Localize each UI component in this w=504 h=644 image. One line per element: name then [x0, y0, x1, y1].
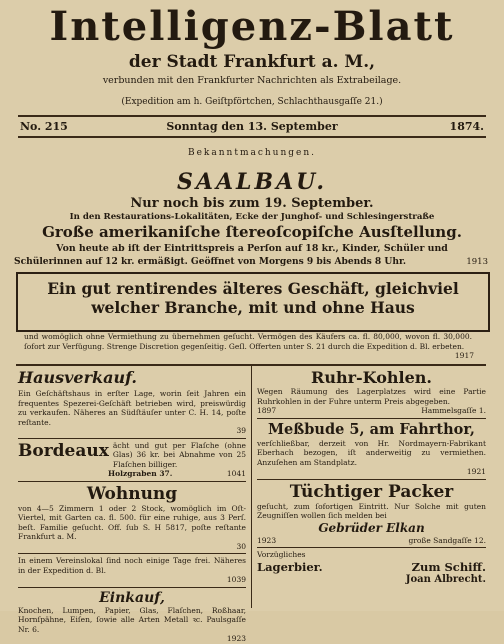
einkauf-number: 1923	[226, 634, 246, 643]
einkauf-body: Knochen, Lumpen, Papier, Glas, Flaſchen, Roßhaar, Hornſpähne, Eiſen, ſowie alle Arten Metall ꝛc. Paulsgaſſe Nr. 6.	[18, 605, 246, 634]
packer-address: große Sandgaſſe 12.	[408, 535, 486, 545]
hausverkauf-body: Ein Geſchäftshaus in erſter Lage, worin ſeit Jahren ein frequentes Spezerei-Geſchäft betrieben wird, preiswürdig zu verkaufen. Näheres an Südſtäuſer unter C. H. 14, poſte reſtante.	[18, 389, 246, 427]
messbude-number: 1921	[466, 467, 486, 476]
ruhr-title: Ruhr-Kohlen.	[311, 368, 432, 387]
wohnung-number: 30	[236, 541, 246, 551]
business-ad-headline: Ein gut rentirendes älteres Geschäft, gleichviel welcher Branche, mit und ohne Haus	[47, 279, 459, 317]
lagerbier-owner: Joan Albrecht.	[405, 573, 486, 585]
issue-date: Sonntag den 13. September	[166, 120, 338, 133]
issue-number: No. 215	[20, 120, 68, 133]
masthead-rule-bottom	[18, 136, 486, 138]
verein-number: 1039	[226, 575, 246, 584]
saalbau-number: 1913	[466, 257, 488, 267]
right-column	[257, 368, 486, 586]
lagerbier-place: Zum Schiff.	[411, 559, 486, 574]
verein-body: In einem Vereinslokal ſind noch einige Tage frei. Näheres in der Expedition d. Bl.	[18, 556, 246, 575]
ruhr-address: Hammelsgaſſe 1.	[421, 406, 486, 415]
bordeaux-body: ächt und gut per Flaſche (ohne Glas) 36 kr. bei Abnahme von 25 Flaſchen billiger.	[112, 440, 246, 469]
business-ad-body: und womöglich ohne Vermiethung zu übernehmen geſucht. Vermögen des Käufers ca. fl. 80,000, wovon fl. 30,000. ſofort zur Verfügung. Strenge Discretion gegenſeitig. Geſl. Offerten unter S. 21 durch die Expedition d. Bl. erbeten.	[24, 332, 472, 351]
wohnung-body: von 4—5 Zimmern 1 oder 2 Stock, womöglich im Oſt-Viertel, mit Garten ca. fl. 500. für eine ruhige, aus 3 Perſ. beſt. Familie geſucht. Off. ſub S. H 5817, poſte reſtante Frankfurt a. M.	[18, 503, 246, 541]
ruhr-number: 1897	[257, 406, 277, 415]
einkauf-title: Einkauf,	[99, 589, 165, 606]
masthead-title: Intelligenz-Blatt	[49, 3, 455, 50]
hausverkauf-number: 39	[236, 426, 246, 435]
bordeaux-title: Bordeaux	[18, 440, 109, 461]
packer-name: Gebrüder Elkan	[318, 520, 425, 535]
saalbau-line1: Nur noch bis zum 19. September.	[130, 196, 374, 211]
masthead-expedition: (Expedition am h. Geiſtpförtchen, Schlachthausgaſſe 21.)	[121, 97, 383, 107]
left-column	[18, 368, 246, 644]
section-heading: Bekanntmachungen.	[187, 148, 317, 158]
wohnung-title: Wohnung	[86, 483, 178, 504]
saalbau-line4: Von heute ab iſt der Eintrittspreis a Perſon auf 18 kr., Kinder, Schüler und	[56, 243, 448, 254]
hausverkauf-title: Hausverkauf.	[18, 368, 137, 387]
messbude-title: Meßbude 5, am Fahrthor,	[268, 420, 475, 438]
column-divider	[251, 366, 252, 608]
packer-body: geſucht, zum ſofortigen Eintritt. Nur Solche mit guten Zeugniſſen wollen ſich melden bei	[257, 501, 486, 520]
lagerbier-title: Lagerbier.	[257, 559, 323, 574]
business-ad-number: 1917	[454, 351, 474, 360]
masthead-city: der Stadt Frankfurt a. M.,	[128, 52, 376, 72]
business-ad-box	[16, 272, 490, 332]
lagerbier-pre: Vorzügliches	[257, 550, 306, 559]
messbude-body: verſchließbar, derzeit von Hr. Nordmayern-Fabrikant Eberhach bezogen, iſt anderweitig zu vermiethen. Anzuſehen am Standplatz.	[257, 438, 486, 467]
packer-number: 1923	[257, 535, 277, 545]
packer-title: Tüchtiger Packer	[289, 481, 454, 502]
issue-year: 1874.	[449, 120, 484, 133]
saalbau-line5: Schülerinnen auf 12 kr. ermäßigt. Geöffnet von Morgens 9 bis Abends 8 Uhr.	[14, 256, 407, 267]
saalbau-line2: In den Restaurations-Lokalitäten, Ecke der Junghof- und Schlesingerstraße	[69, 212, 435, 222]
bordeaux-number: 1041	[226, 469, 246, 478]
masthead-subline: verbunden mit den Frankfurter Nachrichten als Extrabeilage.	[102, 75, 402, 86]
bordeaux-address: Holzgraben 37.	[108, 469, 173, 478]
masthead-rule-top	[18, 115, 486, 117]
saalbau-line3: Große amerikaniſche ſtereoſcopiſche Ausſtellung.	[42, 223, 462, 241]
ruhr-body: Wegen Räumung des Lagerplatzes wird eine Partie Ruhrkohlen in der Fuhre unterm Preis abgegeben.	[257, 387, 486, 406]
saalbau-title: SAALBAU.	[177, 169, 327, 195]
